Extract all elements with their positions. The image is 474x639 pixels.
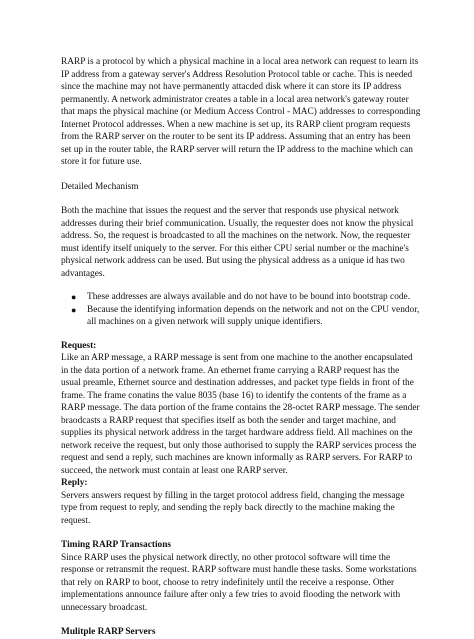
detailed-mechanism-paragraph: Both the machine that issues the request and the server that responds use physical network addresses during their brief communication. Usually, the requester does not know the physical address. So, the request is broadcasted to all the machines on the network. Now, the requester must identify itself uniquely to the server. For this either CPU serial number or the machine's physical network address can be used. But using the physical address as a unique id has two advantages. — [61, 206, 414, 279]
timing-heading: Timing RARP Transactions — [61, 540, 172, 550]
multiple-servers-heading: Mulitple RARP Servers — [61, 627, 156, 637]
request-heading: Request: — [61, 340, 97, 351]
list-item — [66, 291, 421, 304]
list-item-text: These addresses are always available and do not have to be bound into bootstrap code. — [87, 292, 411, 302]
reply-paragraph: Servers answers request by filling in the target protocol address field, changing the message type from request to reply, and sending the reply back directly to the machine making the request. — [61, 490, 405, 526]
intro-paragraph: RARP is a protocol by which a physical machine in a local area network can request to learn its IP address from a gateway server's Address Resolution Protocol table or cache. This is needed since the machine may not have permanently attacded disk where it can store its IP address permanently. A network administrator creates a table in a local area network's gateway router that maps the physical machine (or Medium Access Control - MAC) addresses to corresponding Internet Protocol addresses. When a new machine is set up, its RARP client program requests from the RARP server on the router to be sent its IP address. Assuming that an entry has been set up in the router table, the RARP server will return the IP address to the machine which can store it for future use. — [61, 57, 421, 167]
timing-paragraph: Since RARP uses the physical network directly, no other protocol software will time the response or retransmit the request. RARP software must handle these tasks. Some workstations that rely on RARP to boot, choose to retry indefinitely until the receive a response. Other implementations announce failure after only a few tries to avoid flooding the network with unnecessary broadcast. — [61, 552, 417, 613]
request-paragraph: Like an ARP message, a RARP message is sent from one machine to the another encapsulated in the data portion of a network frame. An ethernet frame carrying a RARP request has the usual preamle, Ethernet source and destination addresses, and packet type fields in front of the frame. The frame conatins the value 8035 (base 16) to identify the contents of the frame as a RARP message. The data portion of the frame contains the 28-octet RARP message. The sender braodcasts a RARP request that specifies itself as both the sender and target machine, and supplies its physical network address in the target hardware address field. All machines on the network receive the request, but only those authorised to supply the RARP services process the request and send a reply, such machines are known informally as RARP servers. For RARP to succeed, the network must contain at least one RARP server. — [61, 353, 420, 476]
bullet-icon: ● — [71, 304, 77, 315]
list-item — [66, 304, 421, 329]
bullet-icon: ● — [71, 292, 77, 302]
reply-heading: Reply: — [61, 478, 88, 488]
advantages-list — [61, 291, 421, 329]
list-item-text: Because the identifying information depends on the network and not on the CPU vendor, all machines on a given network will supply unique identifiers. — [87, 304, 420, 327]
detailed-mechanism-heading: Detailed Mechanism — [61, 181, 139, 192]
document-page — [61, 56, 421, 639]
